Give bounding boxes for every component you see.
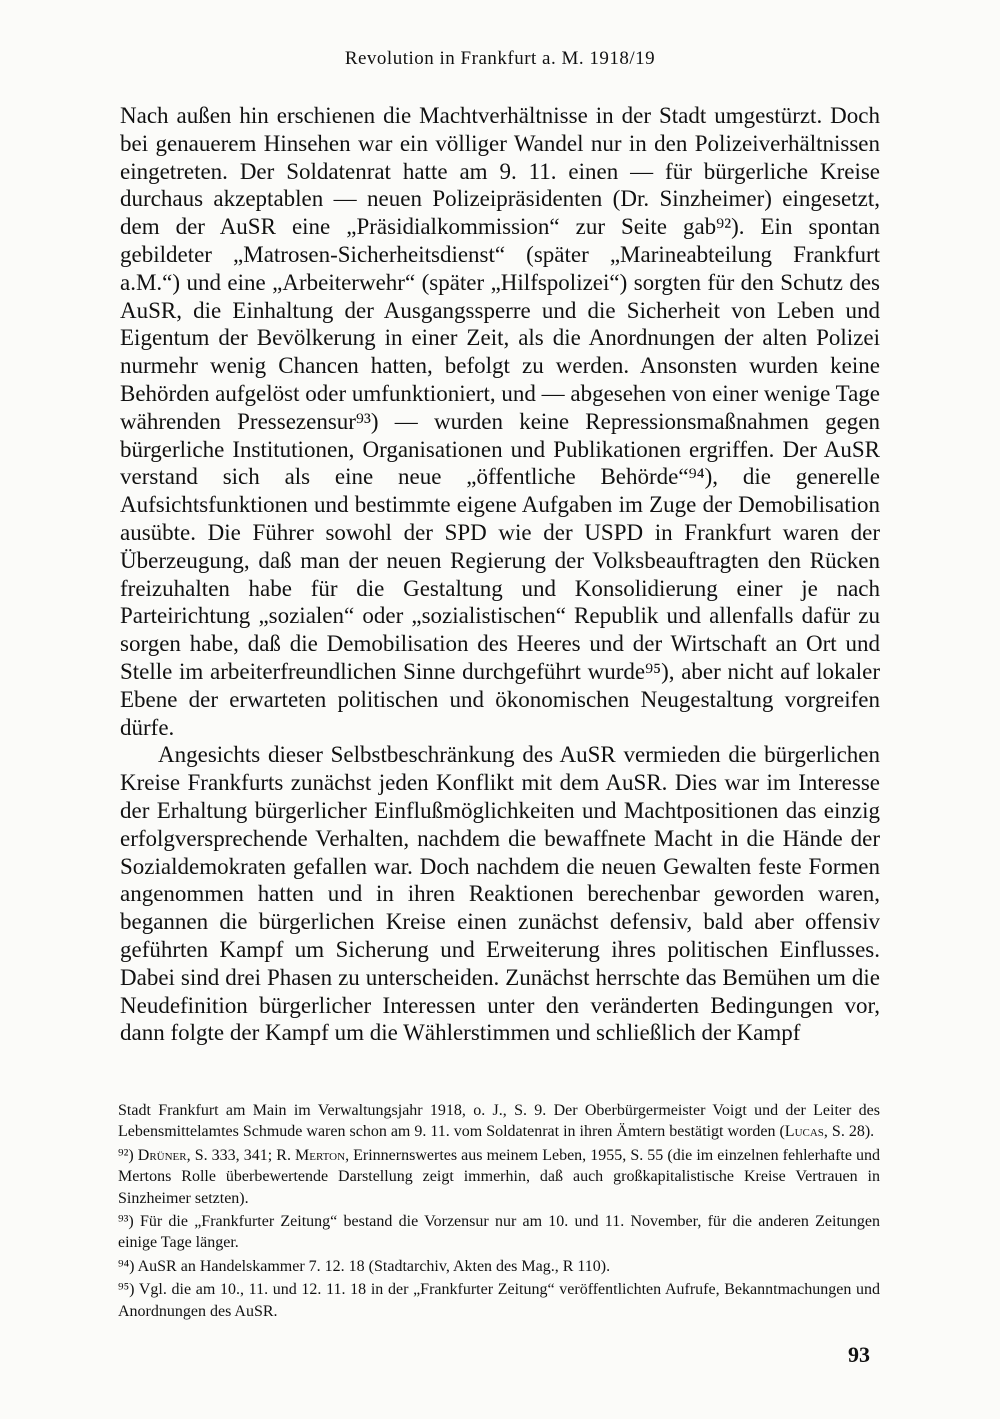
footnote-92	[118, 1145, 880, 1209]
footnote-95	[118, 1279, 880, 1322]
footnote-93	[118, 1211, 880, 1254]
paragraph: Nach außen hin erschienen die Machtverhältnisse in der Stadt umgestürzt. Doch bei genauerem Hinsehen war ein völliger Wandel nur in den Polizeiverhältnissen eingetreten. Der Soldatenrat hatte am 9. 11. einen — für bürgerliche Kreise durchaus akzeptablen — neuen Polizeipräsidenten (Dr. Sinzheimer) eingesetzt, dem der AuSR eine „Präsidialkommission“ zur Seite gab⁹²). Ein spontan gebildeter „Matrosen-Sicherheitsdienst“ (später „Marineabteilung Frankfurt a.M.“) und eine „Arbeiterwehr“ (später „Hilfspolizei“) sorgten für den Schutz des AuSR, die Einhaltung der Ausgangssperre und die Sicherheit von Leben und Eigentum der Bevölkerung in einer Zeit, als die Anordnungen der alten Polizei nurmehr wenig Chancen hatten, befolgt zu werden. Ansonsten wurden keine Behörden aufgelöst oder umfunktioniert, und — abgesehen von einer wenige Tage währenden Pressezensur⁹³) — wurden keine Repressionsmaßnahmen gegen bürgerliche Institutionen, Organisationen und Publikationen ergriffen. Der AuSR verstand sich als eine neue „öffentliche Behörde“⁹⁴), die generelle Aufsichtsfunktionen und bestimmte eigene Aufgaben im Zuge der Demobilisation ausübte. Die Führer sowohl der SPD wie der USPD in Frankfurt waren der Überzeugung, daß man der neuen Regierung der Volksbeauftragten den Rücken freizuhalten habe für die Gestaltung und Konsolidierung einer je nach Parteirichtung „sozialen“ oder „sozialistischen“ Republik und allenfalls dafür zu sorgen habe, daß die Demobilisation des Heeres und der Wirtschaft an Ort und Stelle im arbeiterfreundlichen Sinne durchgeführt wurde⁹⁵), aber nicht auf lokaler Ebene der erwarteten politischen und ökonomischen Neugestaltung vorgreifen dürfe.	[120, 103, 880, 740]
footnote-continuation	[118, 1100, 880, 1143]
footnote-text: , S. 333, 341; R.	[186, 1146, 296, 1164]
footnotes	[118, 1100, 880, 1324]
footnote-text: ⁹²)	[118, 1146, 138, 1164]
running-head: Revolution in Frankfurt a. M. 1918/19	[344, 48, 656, 69]
page-number: 93	[848, 1342, 870, 1367]
paragraph: Angesichts dieser Selbstbeschränkung des AuSR vermieden die bürgerlichen Kreise Frankfurts zunächst jeden Konflikt mit dem AuSR. Dies war im Interesse der Erhaltung bürgerlicher Einflußmöglichkeiten und Machtpositionen das einzig erfolgversprechende Verhalten, nachdem die bewaffnete Macht in die Hände der Sozialdemokraten gefallen war. Doch nachdem die neuen Gewalten feste Formen angenommen hatten und in ihren Reaktionen berechenbar geworden waren, begannen die bürgerlichen Kreise einen zunächst defensiv, bald aber offensiv geführten Kampf um Sicherung und Erweiterung ihres politischen Einflusses. Dabei sind drei Phasen zu unterscheiden. Zunächst herrschte das Bemühen um die Neudefinition bürgerlicher Interessen unter den veränderten Bedingungen vor, dann folgte der Kampf um die Wählerstimmen und schließlich der Kampf	[120, 742, 880, 1046]
footnote-text: , Erinnernswertes aus meinem Leben, 1955, S. 55 (die im einzelnen fehlerhafte und Mertons Rolle überbewertende Darstellung zeigt immerhin, daß auch großkapitalistische Kreise Vertrauen in Sinzheimer setzten).	[118, 1146, 881, 1207]
footnote-text: Stadt Frankfurt am Main im Verwaltungsjahr 1918, o. J., S. 9. Der Oberbürgermeister Voigt und der Leiter des Lebensmittelamtes Schmude waren schon am 9. 11. vom Soldatenrat in ihren Ämtern bestätigt worden (	[118, 1102, 880, 1141]
footnote-text: ⁹⁵) Vgl. die am 10., 11. und 12. 11. 18 in der „Frankfurter Zeitung“ veröffentlichten Aufrufe, Bekanntmachungen und Anordnungen des AuSR.	[118, 1281, 880, 1320]
main-text	[120, 102, 880, 1047]
footnote-94	[118, 1256, 880, 1277]
author-name: Drüner	[137, 1146, 187, 1164]
footnote-text: ⁹³) Für die „Frankfurter Zeitung“ bestand die Vorzensur nur am 10. und 11. November, für die anderen Zeitungen einige Tage länger.	[118, 1213, 880, 1252]
author-name: Lucas	[784, 1123, 824, 1141]
footnote-text: ⁹⁴) AuSR an Handelskammer 7. 12. 18 (Stadtarchiv, Akten des Mag., R 110).	[118, 1257, 611, 1275]
footnote-text: , S. 28).	[823, 1123, 875, 1141]
author-name: Merton	[295, 1146, 346, 1164]
